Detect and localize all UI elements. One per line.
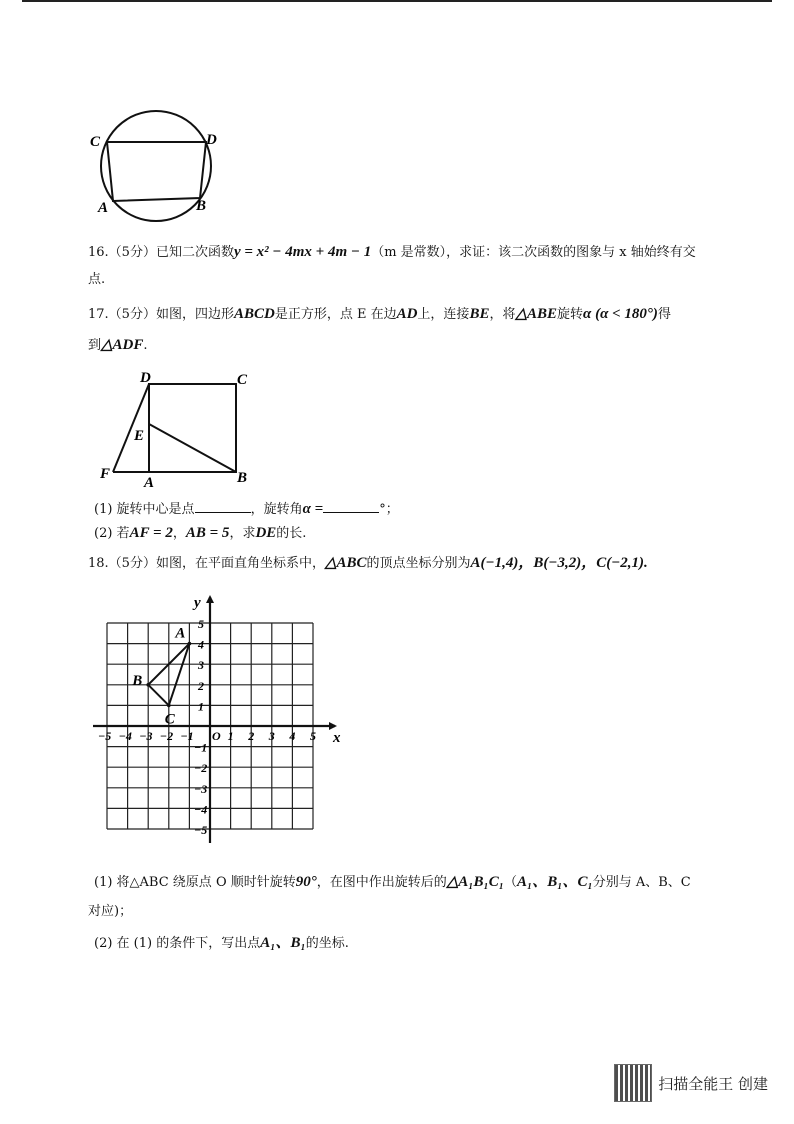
label-D: D bbox=[140, 370, 151, 386]
y-tick-label: −1 bbox=[194, 740, 208, 755]
circle-figure bbox=[86, 108, 226, 226]
q17-sub2-sep: ， bbox=[172, 526, 186, 541]
label-D: D bbox=[206, 132, 217, 148]
q18-sub2-text-b: 的坐标. bbox=[305, 936, 349, 951]
qr-code-icon bbox=[614, 1064, 652, 1102]
y-tick-label: 5 bbox=[198, 617, 204, 631]
q18-sub2 bbox=[94, 934, 349, 953]
q17-text-b: 是正方形，点 E 在边 bbox=[274, 307, 397, 322]
q17-text-h: . bbox=[143, 338, 148, 353]
x-axis-label: x bbox=[333, 730, 341, 746]
answer-blank-angle[interactable] bbox=[323, 500, 379, 513]
label-E: E bbox=[134, 428, 145, 444]
q16-line1 bbox=[88, 243, 696, 262]
vertex-point-C bbox=[167, 704, 171, 708]
q17-line2 bbox=[88, 336, 148, 355]
label-B: B bbox=[196, 198, 207, 214]
origin-label: O bbox=[212, 729, 221, 743]
q17-sub2-text-c: 的长. bbox=[276, 526, 307, 541]
q17-text-f: 得 bbox=[657, 307, 671, 322]
q18-coords: A(−1,4)，B(−3,2)，C(−2,1). bbox=[470, 555, 648, 571]
label-C: C bbox=[90, 134, 101, 150]
x-tick-label: 4 bbox=[289, 729, 296, 743]
x-tick-label: −2 bbox=[159, 729, 174, 743]
answer-blank-center[interactable] bbox=[195, 500, 251, 513]
q17-ad: AD bbox=[396, 306, 418, 322]
y-tick-label: −3 bbox=[194, 781, 208, 796]
q17-be: BE bbox=[469, 306, 490, 322]
q17-sub1-text-b: ，旋转角 bbox=[250, 502, 303, 517]
q18-sub1-text-a: (1) 将△ABC 绕原点 O 顺时针旋转 bbox=[94, 875, 296, 890]
q16-text-a: 16.（5分）已知二次函数 bbox=[88, 245, 234, 260]
q17-text-c: 上，连接 bbox=[417, 307, 470, 322]
q18-sub1-text-d: 分别与 A、B、C bbox=[592, 875, 691, 890]
segment-EB bbox=[149, 424, 236, 472]
watermark-text: 扫描全能王 创建 bbox=[658, 1074, 768, 1093]
label-B: B bbox=[237, 470, 248, 486]
vertex-label-A: A bbox=[175, 625, 186, 642]
vertex-label-C: C bbox=[164, 711, 175, 728]
scanner-watermark bbox=[614, 1064, 768, 1102]
coordinate-grid-chart bbox=[92, 588, 352, 850]
q18-text-a: 18.（5分）如图，在平面直角坐标系中， bbox=[88, 556, 325, 571]
label-F: F bbox=[100, 466, 111, 482]
vertex-label-B: B bbox=[132, 672, 143, 689]
q17-line1 bbox=[88, 305, 671, 324]
q17-sub1-alpha: α = bbox=[302, 501, 324, 517]
q17-sub2-de: DE bbox=[255, 525, 277, 541]
q17-abcd: ABCD bbox=[233, 306, 275, 322]
x-tick-label: 5 bbox=[310, 729, 316, 743]
q16-text-b: （m 是常数），求证：该二次函数的图象与 x 轴始终有交 bbox=[371, 245, 696, 260]
label-A: A bbox=[144, 475, 155, 488]
y-tick-label: 4 bbox=[198, 637, 204, 652]
q17-sub2-text-a: (2) 若 bbox=[94, 526, 130, 541]
y-axis-label: y bbox=[194, 595, 201, 611]
q17-tri-abe: △ABE bbox=[515, 306, 558, 322]
q17-sub2-ab: AB = 5 bbox=[185, 525, 230, 541]
vertex-point-A bbox=[188, 642, 192, 646]
y-tick-label: 1 bbox=[198, 699, 204, 714]
q16-line2: 点. bbox=[88, 272, 106, 287]
quadrilateral bbox=[107, 142, 206, 201]
q16-formula: y = x² − 4mx + 4m − 1 bbox=[233, 244, 372, 260]
q18-sub1-line1 bbox=[94, 873, 691, 892]
vertex-point-B bbox=[146, 683, 150, 687]
q18-sub2-text-a: (2) 在 (1) 的条件下，写出点 bbox=[94, 936, 261, 951]
circle bbox=[101, 111, 211, 221]
x-tick-label: −5 bbox=[98, 729, 112, 743]
q18-sub1-deg: 90° bbox=[295, 874, 317, 890]
q17-text-g: 到 bbox=[88, 338, 102, 353]
x-tick-label: 3 bbox=[268, 729, 275, 743]
q17-tri-adf: △ADF bbox=[101, 337, 144, 353]
q18-sub1-text-c: （ bbox=[504, 875, 518, 890]
q17-text-e: 旋转 bbox=[557, 307, 584, 322]
q18-sub1-tri: △A₁B₁C₁ bbox=[446, 874, 504, 890]
x-tick-label: −1 bbox=[180, 729, 194, 743]
q17-text-a: 17.（5分）如图，四边形 bbox=[88, 307, 234, 322]
y-tick-label: −2 bbox=[194, 761, 208, 776]
q17-sub1-text-c: °； bbox=[379, 502, 399, 517]
x-tick-label: −4 bbox=[118, 729, 132, 743]
q17-sub2-text-b: ，求 bbox=[229, 526, 256, 541]
y-axis-arrow-icon bbox=[206, 595, 214, 603]
label-A: A bbox=[98, 200, 109, 216]
square-ABCD bbox=[149, 384, 236, 472]
y-tick-label: −5 bbox=[194, 823, 208, 837]
y-tick-label: 3 bbox=[198, 658, 204, 673]
q17-sub2 bbox=[94, 524, 306, 543]
x-tick-label: 1 bbox=[227, 729, 234, 743]
q18-line1 bbox=[88, 554, 648, 573]
x-tick-label: −3 bbox=[139, 729, 153, 743]
y-tick-label: −4 bbox=[194, 802, 208, 817]
y-tick-label: 2 bbox=[198, 678, 204, 693]
q18-text-b: 的顶点坐标分别为 bbox=[366, 556, 471, 571]
label-C: C bbox=[237, 372, 248, 388]
q18-sub1-text-b: ，在图中作出旋转后的 bbox=[316, 875, 447, 890]
q18-tri: △ABC bbox=[324, 555, 367, 571]
q18-sub1-line2: 对应)； bbox=[88, 904, 133, 919]
square-figure bbox=[96, 364, 256, 488]
x-tick-label: 2 bbox=[248, 729, 255, 743]
top-rule bbox=[22, 0, 772, 2]
q18-sub2-pts: A₁、B₁ bbox=[260, 935, 306, 951]
q17-text-d: ，将 bbox=[489, 307, 516, 322]
q17-alpha-cond: α (α < 180°) bbox=[583, 306, 658, 322]
x-axis-arrow-icon bbox=[329, 722, 337, 730]
q17-sub1 bbox=[94, 500, 399, 519]
q17-sub2-af: AF = 2 bbox=[129, 525, 173, 541]
q17-sub1-text-a: (1) 旋转中心是点 bbox=[94, 502, 195, 517]
q18-sub1-pts: A₁、B₁、C₁ bbox=[517, 874, 593, 890]
